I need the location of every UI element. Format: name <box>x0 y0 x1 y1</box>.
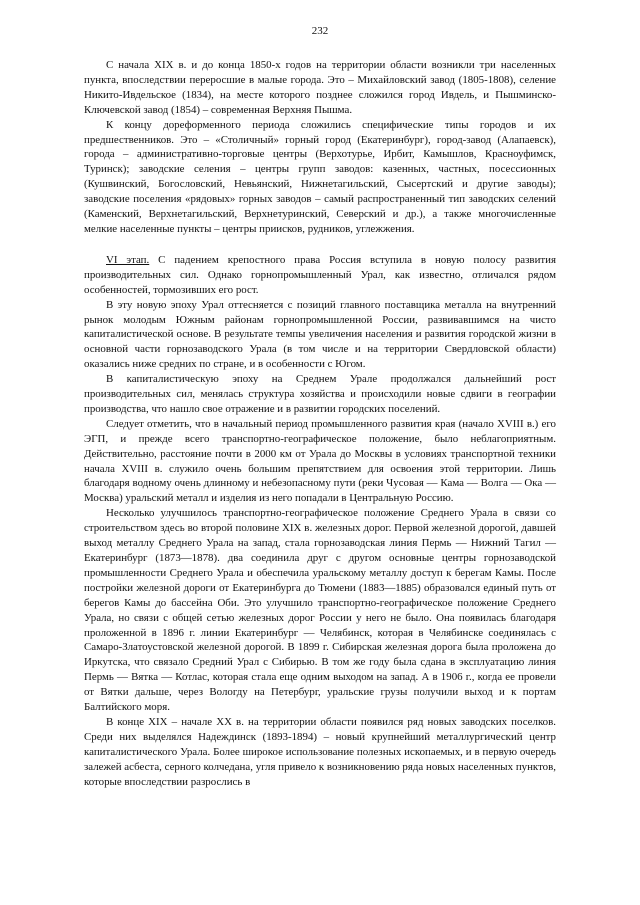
paragraph-4: В эту новую эпоху Урал оттесняется с позиций главного поставщика металла на внутренний рынок молодым Южным районам горнопромышленной России, развивавшимся на чисто капиталистической основе. В результате темпы увеличения населения и развития городской жизни в основной части горнозаводского Урала (в том числе и на территории Свердловской области) оказались ниже средних по стране, и в особенности с Югом. <box>84 298 556 371</box>
paragraph-3-text: С падением крепостного права Россия вступила в новую полосу развития производительных сил. Однако горнопромышленный Урал, как известно, отличался рядом особенностей, тормозивших его рост. <box>84 253 556 296</box>
paragraph-3 <box>84 253 556 298</box>
paragraph-2: К концу дореформенного периода сложились специфические типы городов и их предшественников. Это – «Столичный» горный город (Екатеринбург), город-завод (Алапаевск), города – административно-торговые центры (Верхотурье, Ирбит, Камышлов, Красноуфимск, Туринск); заводские селения – центры групп заводов: казенных, частных, посессионных (Кушвинский, Богословский, Невьянский, Нижнетагильский, Сысертский и другие заводы); заводские поселения «рядовых» горных заводов – самый распространенный тип заводских селений (Каменский, Верхнетагильский, Верхнетуринский, Северский и др.), а также многочисленные мелкие населенные пункты – центры приисков, рудников, углежжения. <box>84 118 556 235</box>
paragraph-6: Следует отметить, что в начальный период промышленного развития края (начало XVIII в.) его ЭГП, и прежде всего транспортно-географическое положение, было неблагоприятным. Действительно, расстояние почти в 2000 км от Урала до Москвы в условиях транспортной техники начала XVIII в. служило очень большим препятствием для освоения этой территории. Лишь благодаря водному очень длинному и небезопасному пути (реки Чусовая — Кама — Волга — Ока — Москва) уральский металл и изделия из него попадали в Центральную Россию. <box>84 417 556 505</box>
paragraph-7: Несколько улучшилось транспортно-географическое положение Среднего Урала в связи со строительством здесь во второй половине XIX в. железных дорог. Первой железной дорогой, давшей выход металлу Среднего Урала на запад, стала горнозаводская линия Пермь — Нижний Тагил — Екатеринбург (1873—1878). два соединила друг с другом основные центры горнозаводской промышленности Среднего Урала и обеспечила уральскому металлу доступ к берегам Камы. После постройки железной дороги от Екатеринбурга до Тюмени (1883—1885) образовался единый путь от берегов Камы до бассейна Оби. Это улучшило транспортно-географическое положение Среднего Урала, но связи с общей сетью железных дорог России у него не было. Она появилась благодаря проложенной в 1896 г. линии Екатеринбург — Челябинск, которая в Челябинске соединялась с Самаро-Златоустовской железной дорогой. В 1899 г. Сибирская железная дорога была проложена до Иркутска, что связало Средний Урал с Сибирью. В том же году была сдана в эксплуатацию линия Пермь — Вятка — Котлас, которая стала еще одним выходом на запад. А в 1906 г., когда ее провели от Вятки дальше, через Вологду на Петербург, уральские грузы получили выход и к портам Балтийского моря. <box>84 507 556 714</box>
paragraph-8: В конце XIX – начале XX в. на территории области появился ряд новых заводских поселков. Среди них выделялся Надеждинск (1893-1894) – новый крупнейший металлургический центр капиталистического Урала. Более широкое использование полезных ископаемых, и в первую очередь залежей асбеста, серного колчедана, угля привело к возникновению ряда новых населенных пунктов, которые впоследствии разрослись в <box>84 715 556 788</box>
stage-label: VI этап. <box>106 253 150 266</box>
paragraph-5: В капиталистическую эпоху на Среднем Урале продолжался дальнейший рост производительных сил, менялась структура хозяйства и происходили новые сдвиги в географии производства, что нашло свое отражение и в развитии городских поселений. <box>84 373 556 415</box>
page-number: 232 <box>311 25 329 37</box>
paragraph-1: С начала XIX в. и до конца 1850-х годов на территории области возникли три населенных пункта, впоследствии переросшие в малые города. Это – Михайловский завод (1805-1808), селение Никито-Ивдельское (1834), на месте которого позднее сложился город Ивдель, и Пышминско-Ключевской завод (1854) – современная Верхняя Пышма. <box>84 59 556 116</box>
